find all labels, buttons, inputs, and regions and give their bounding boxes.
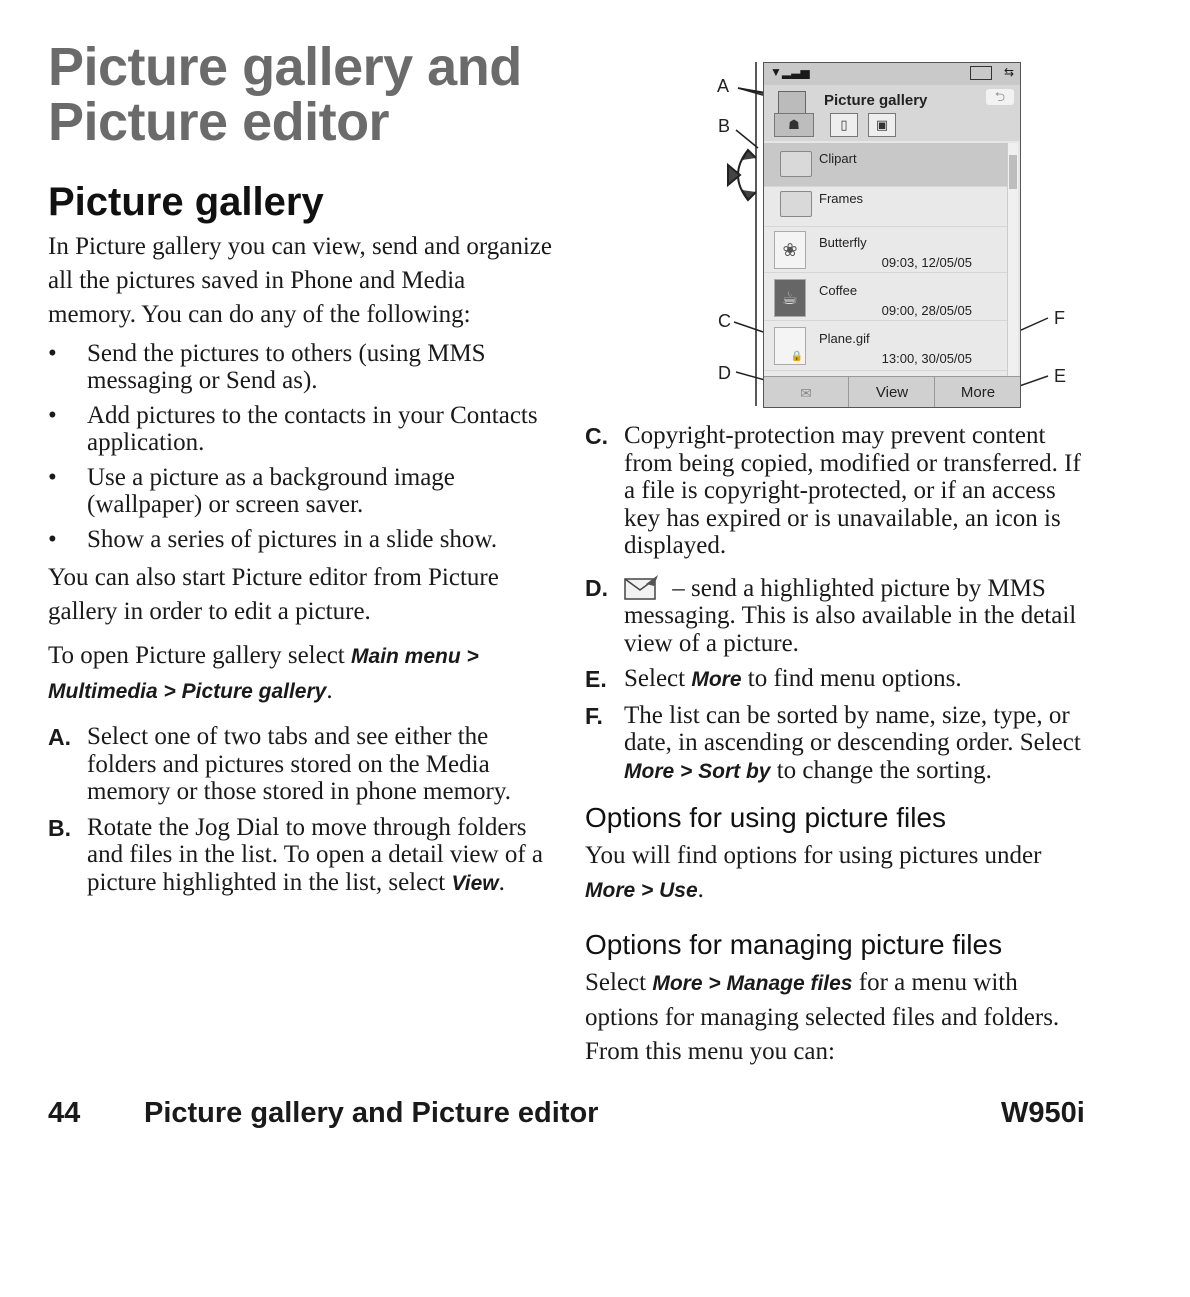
list-item: • Add pictures to the contacts in your Contacts application. — [48, 402, 538, 456]
footer-title: Picture gallery and Picture editor — [144, 1097, 599, 1129]
list-item[interactable]: ☕ Coffee 09:00, 28/05/05 — [764, 275, 1008, 321]
scrollbar[interactable] — [1007, 143, 1018, 379]
mms-send-icon — [624, 574, 660, 600]
more-button[interactable]: More — [934, 377, 1021, 407]
phone-app-title: Picture gallery — [824, 92, 928, 109]
label-d: D — [718, 363, 731, 383]
butterfly-thumbnail: ❀ — [774, 231, 806, 269]
bullet-icon: • — [48, 340, 57, 367]
folder-icon — [780, 151, 812, 177]
list-item[interactable]: Clipart — [764, 143, 1008, 187]
folder-icon — [780, 191, 812, 217]
model-name: W950i — [1001, 1097, 1085, 1129]
back-icon[interactable]: ⮌ — [986, 89, 1014, 105]
lock-icon: 🔒 — [790, 351, 803, 362]
bullet-icon: • — [48, 402, 57, 429]
using-options-heading: Options for using picture files — [585, 802, 947, 833]
editor-note: You can also start Picture editor from Picture gallery in order to edit a picture. — [48, 564, 499, 625]
section-heading: Picture gallery — [48, 180, 324, 224]
managing-options-text: Select More > Manage files for a menu with options for managing selected files and folders. From this menu you can: — [585, 969, 1060, 1065]
label-e: E — [1054, 366, 1067, 386]
signal-icon: ▼▂▃▅ — [770, 65, 810, 79]
jog-dial-icon — [728, 150, 756, 200]
label-b: B — [718, 116, 731, 136]
callout-f-description: F. The list can be sorted by name, size, type, or date, in ascending or descending order. Select More > Sort by to change the sorting. — [585, 701, 1081, 784]
send-mms-button[interactable]: ✉ — [800, 385, 812, 401]
bullet-icon: • — [48, 464, 57, 491]
scrollbar-thumb[interactable] — [1009, 155, 1017, 189]
softkey-bar — [764, 376, 1020, 407]
status-bar — [764, 63, 1020, 85]
open-instructions: To open Picture gallery select Main menu > Multimedia > Picture gallery. — [48, 642, 479, 704]
callout-a-description: A. Select one of two tabs and see either the folders and pictures stored on the Media memory or those stored in phone memory. — [48, 723, 511, 805]
list-item[interactable]: 🔒 Plane.gif 13:00, 30/05/05 — [764, 323, 1008, 371]
phone-screenshot — [763, 62, 1021, 408]
bullet-icon: • — [48, 526, 57, 553]
callout-b-description: B. Rotate the Jog Dial to move through folders and files in the list. To open a detail view of a picture highlighted in the list, select View. — [48, 813, 544, 896]
page-title-line-2: Picture editor — [48, 92, 390, 152]
menu-path: Main menu > Multimedia > Picture gallery — [48, 645, 479, 703]
page-number: 44 — [48, 1097, 81, 1129]
page-title-line-1: Picture gallery and — [48, 37, 522, 97]
intro-paragraph: In Picture gallery you can view, send and organize all the pictures saved in Phone and Media memory. You can do any of the following: — [48, 233, 552, 328]
label-c: C — [718, 311, 731, 331]
app-titlebar — [764, 85, 1020, 141]
using-options-text: You will find options for using pictures under More > Use. — [585, 842, 1042, 903]
battery-icon — [970, 66, 992, 80]
coffee-thumbnail: ☕ — [774, 279, 806, 317]
plane-thumbnail — [774, 327, 806, 365]
view-button[interactable]: View — [848, 377, 935, 407]
callout-e-description: E. Select More to find menu options. — [585, 665, 962, 692]
callout-c-description: C. Copyright-protection may prevent content from being copied, modified or transferred. If a file is copyright-protected, or if an access key has expired or is unavailable, an icon is displayed. — [585, 422, 1081, 559]
callout-d-description: D. – send a highlighted picture by MMS messaging. This is also available in the detail view of a picture. — [585, 574, 1077, 657]
settings-icon: ⇆ — [1003, 65, 1014, 79]
managing-options-heading: Options for managing picture files — [585, 929, 1003, 960]
label-a: A — [717, 76, 730, 96]
list-item[interactable]: ❀ Butterfly 09:03, 12/05/05 — [764, 227, 1008, 273]
tab-phone-memory[interactable]: ▯ — [830, 113, 858, 137]
list-item: • Send the pictures to others (using MMS messaging or Send as). — [48, 340, 486, 394]
right-column — [585, 422, 1095, 1069]
label-f: F — [1054, 308, 1065, 328]
file-list — [764, 143, 1008, 379]
tab-media-memory[interactable]: ▣ — [868, 113, 896, 137]
tab-folders[interactable]: ☗ — [774, 113, 814, 137]
list-item: • Use a picture as a background image (wallpaper) or screen saver. — [48, 464, 455, 518]
list-item[interactable]: Frames — [764, 183, 1008, 227]
list-item: • Show a series of pictures in a slide show. — [48, 526, 498, 553]
